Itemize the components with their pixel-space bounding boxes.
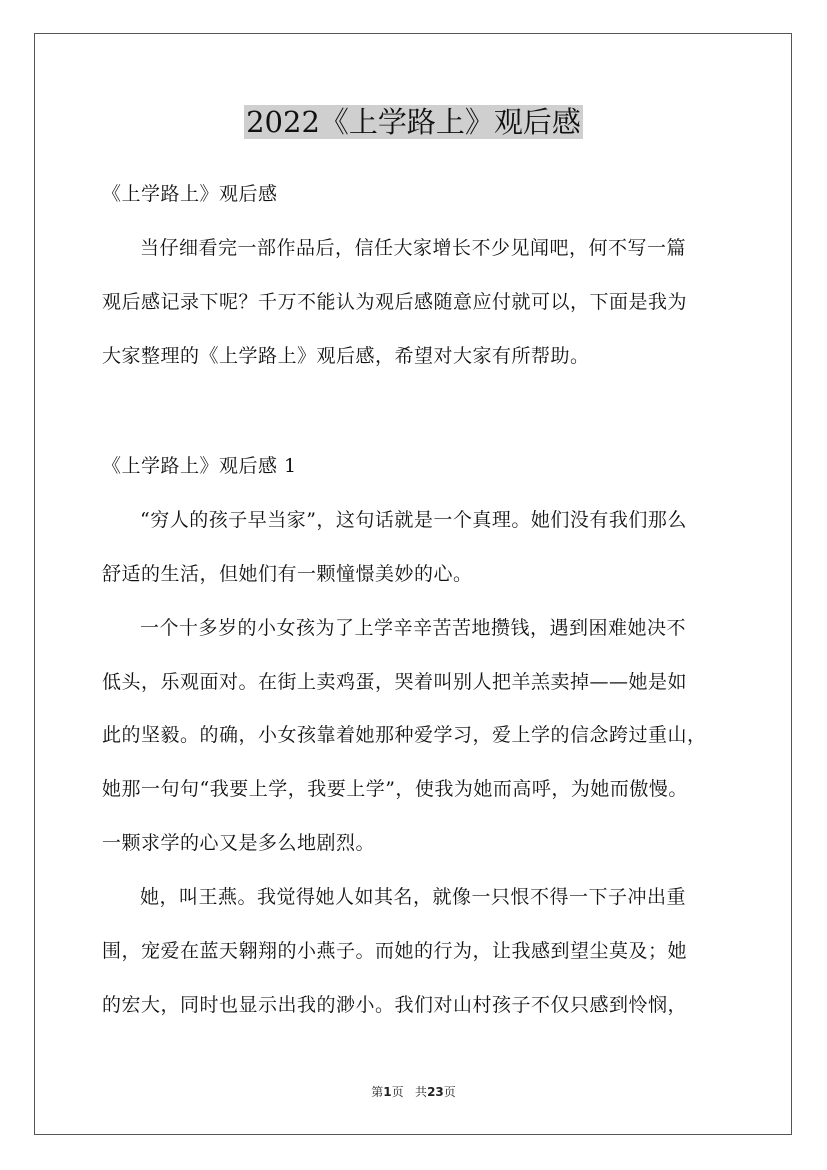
paragraph-line: 一颗求学的心又是多么地剧烈。 (102, 832, 376, 854)
paragraph-line: 舒适的生活，但她们有一颗憧憬美妙的心。 (102, 563, 473, 585)
paragraph-line: 当仔细看完一部作品后，信任大家增长不少见闻吧，何不写一篇 (140, 237, 687, 259)
section-heading: 《上学路上》观后感 1 (102, 455, 297, 477)
total-prefix: 共 (415, 1085, 428, 1099)
total-pages: 23 (427, 1085, 444, 1099)
paragraph-line: 她那一句句“我要上学，我要上学”，使我为她而高呼，为她而傲慢。 (102, 778, 688, 800)
paragraph-line: 围，宠爱在蓝天翱翔的小燕子。而她的行为，让我感到望尘莫及；她 (102, 940, 688, 962)
page-suffix: 页 (391, 1085, 404, 1099)
paragraph-line: 一个十多岁的小女孩为了上学辛辛苦苦地攒钱，遇到困难她决不 (140, 617, 687, 639)
document-title-text: 2022《上学路上》观后感 (246, 105, 581, 139)
document-title (0, 98, 827, 146)
total-suffix: 页 (443, 1085, 456, 1099)
page-number: 1 (383, 1085, 392, 1099)
paragraph-line: 大家整理的《上学路上》观后感，希望对大家有所帮助。 (102, 345, 590, 367)
paragraph-line: 此的坚毅。的确，小女孩靠着她那种爱学习，爱上学的信念跨过重山， (102, 724, 707, 746)
page-prefix: 第 (371, 1085, 384, 1099)
subtitle: 《上学路上》观后感 (102, 183, 278, 205)
paragraph-line: “穷人的孩子早当家”，这句话就是一个真理。她们没有我们那么 (140, 509, 687, 531)
paragraph-line: 她，叫王燕。我觉得她人如其名，就像一只恨不得一下子冲出重 (140, 886, 687, 908)
paragraph-line: 的宏大，同时也显示出我的渺小。我们对山村孩子不仅只感到怜悯， (102, 994, 688, 1016)
page-footer (0, 1084, 827, 1100)
paragraph-line: 观后感记录下呢？千万不能认为观后感随意应付就可以，下面是我为 (102, 291, 688, 313)
paragraph-line: 低头，乐观面对。在街上卖鸡蛋，哭着叫别人把羊羔卖掉——她是如 (102, 671, 688, 693)
